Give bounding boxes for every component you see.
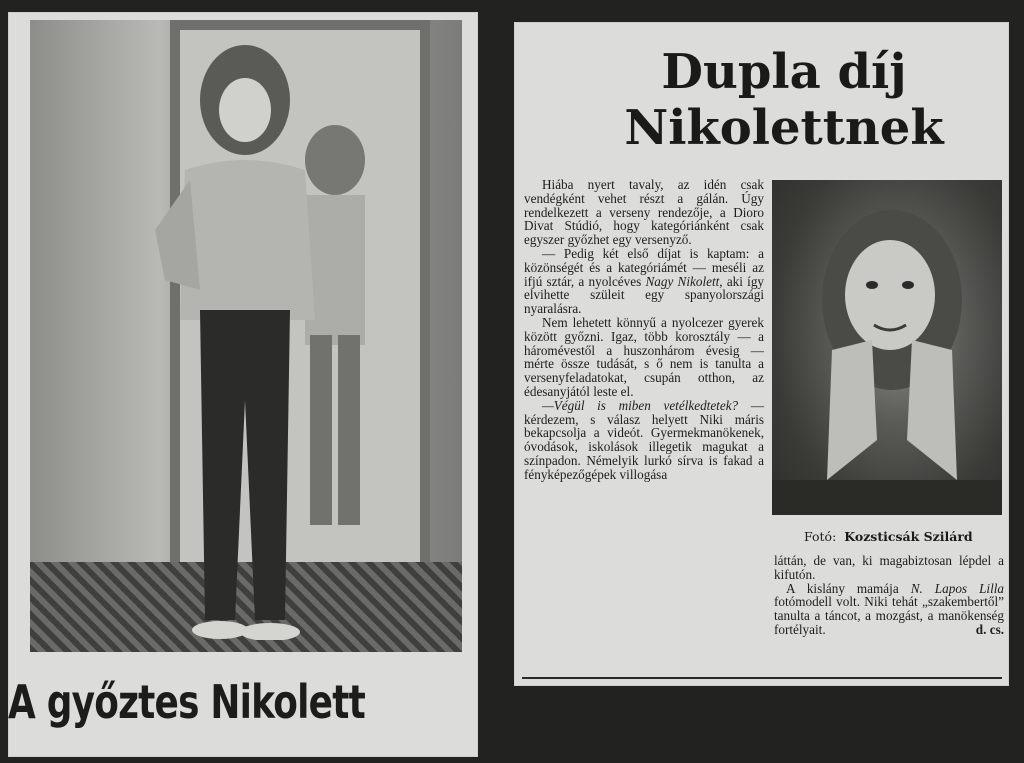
paragraph-3: Nem lehetett könnyű a nyolcezer gyerek között győzni. Igaz, több korosztály — a háromévestől a huszonhárom évesig — mérte össze tudását, s ő nem is tanulta a versenyfeladatokat, csupán otthon, az édesanyjától leste el. <box>524 314 764 399</box>
left-headline: A győztes Nikolett <box>8 675 365 729</box>
photo-girl-in-leggings <box>30 20 462 652</box>
author-signature: d. cs. <box>975 621 1004 637</box>
left-newspaper-clipping <box>8 12 478 757</box>
headline-line-1: Dupla díj <box>661 44 907 100</box>
paragraph-5: láttán, de van, ki magabiztosan lépdel a kifutón. <box>774 553 1004 582</box>
article-column-1 <box>524 178 764 482</box>
headline-line-2: Nikolettnek <box>624 100 944 156</box>
girl-figure <box>145 40 335 640</box>
paragraph-2: — Pedig két első díjat is kaptam: a közönségét és a kategóriámét — meséli az ifjú sztár, a nyolcéves Nagy Nikolett, aki így elvihette szüleit egy spanyolországi nyaralásra. <box>524 245 765 317</box>
paragraph-4: —Végül is miben vetélkedtetek? — kérdezem, s válasz helyett Niki máris bekapcsolja a videót. Gyermekmanökenek, óvodások, iskolások illegetik magukat a színpadon. Némelyik lurkó sírva is fakad a fényképezőgépek villogása <box>524 397 764 482</box>
photo-girl-portrait <box>772 180 1002 515</box>
bottom-rule <box>522 677 1002 679</box>
article-column-2 <box>774 554 1004 637</box>
paragraph-6: A kislány mamája N. Lapos Lilla fotómodell volt. Niki tehát „szakembertől” tanulta a táncot, a mozgást, a manökenség fortélyait. d. cs. <box>774 580 1004 637</box>
right-newspaper-clipping <box>514 22 1009 686</box>
photo-caption: Fotó: Kozsticsák Szilárd <box>804 529 973 544</box>
article-headline <box>574 44 994 156</box>
portrait-figure <box>772 180 1002 515</box>
paragraph-1: Hiába nyert tavaly, az idén csak vendégként vehet részt a gálán. Úgy rendelkezett a verseny rendezője, a Dioro Divat Stúdió, hogy kategóriánként csak egyszer győzhet egy versenyző. <box>524 177 764 248</box>
